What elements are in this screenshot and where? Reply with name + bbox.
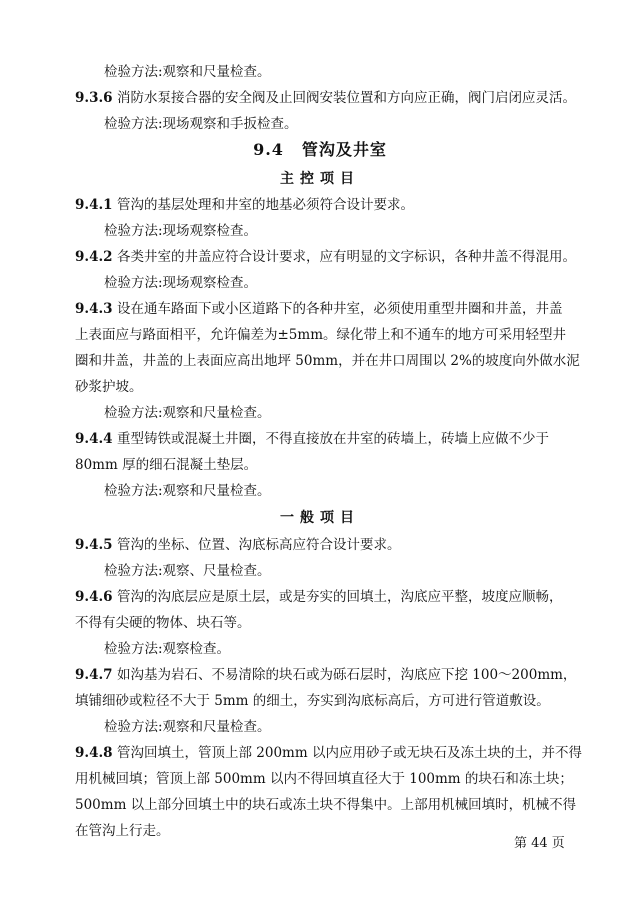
inspection-method-line <box>0 717 640 737</box>
clause-number: 9.4.2 <box>75 249 113 265</box>
clause-continuation-text: 80mm 厚的细石混凝土垫层。 <box>75 457 258 473</box>
clause-number: 9.4.6 <box>75 589 113 605</box>
clause-continuation-line <box>0 325 640 345</box>
clause-text: 如沟基为岩石、不易清除的块石或为砾石层时，沟底应下挖 100～200mm， <box>117 667 577 683</box>
page-number: 第 44 页 <box>514 836 565 851</box>
clause-continuation-line <box>0 377 640 397</box>
clause-continuation-text: 圈和井盖，井盖的上表面应高出地坪 50mm，并在井口周围以 2%的坡度向外做水泥 <box>75 353 580 369</box>
clause-number: 9.4.5 <box>75 537 113 553</box>
clause-line <box>0 88 640 108</box>
clause-number: 9.4.7 <box>75 667 113 683</box>
inspection-method-line <box>0 221 640 241</box>
inspection-method-line <box>0 639 640 659</box>
inspection-method-text: 检验方法:现场观察和手扳检查。 <box>104 116 298 132</box>
clause-continuation-text: 用机械回填；管顶上部 500mm 以内不得回填直径大于 100mm 的块石和冻土块； <box>75 771 573 787</box>
clause-number: 9.3.6 <box>75 90 113 106</box>
clause-text: 消防水泵接合器的安全阀及止回阀安装位置和方向应正确，阀门启闭应灵活。 <box>117 90 576 106</box>
clause-number: 9.4.8 <box>75 745 113 761</box>
section-number: 9.4 <box>253 140 284 159</box>
clause-continuation-text: 填铺细砂或粒径不大于 5mm 的细土，夯实到沟底标高后，方可进行管道敷设。 <box>75 693 550 709</box>
clause-text: 各类井室的井盖应符合设计要求，应有明显的文字标识，各种井盖不得混用。 <box>117 249 576 265</box>
clause-text: 重型铸铁或混凝土井圈，不得直接放在井室的砖墙上，砖墙上应做不少于 <box>117 431 549 447</box>
clause-number: 9.4.3 <box>75 301 113 317</box>
section-title: 管沟及井室 <box>301 140 387 159</box>
clause-line <box>0 535 640 555</box>
inspection-method-text: 检验方法:现场观察检查。 <box>104 275 258 291</box>
inspection-method-text: 检验方法:观察和尺量检查。 <box>104 64 271 80</box>
inspection-method-line <box>0 62 640 82</box>
inspection-method-line <box>0 561 640 581</box>
clause-continuation-line <box>0 769 640 789</box>
clause-line <box>0 665 640 685</box>
clause-continuation-line <box>0 613 640 633</box>
inspection-method-line <box>0 481 640 501</box>
clause-line <box>0 247 640 267</box>
clause-continuation-line <box>0 351 640 371</box>
inspection-method-text: 检验方法:观察、尺量检查。 <box>104 563 271 579</box>
clause-continuation-text: 上表面应与路面相平，允许偏差为±5mm。绿化带上和不通车的地方可采用轻型井 <box>75 327 567 343</box>
clause-continuation-line <box>0 455 640 475</box>
clause-number: 9.4.1 <box>75 197 113 213</box>
clause-text: 设在通车路面下或小区道路下的各种井室，必须使用重型井圈和井盖，井盖 <box>117 301 563 317</box>
inspection-method-text: 检验方法:观察和尺量检查。 <box>104 483 271 499</box>
section-heading <box>0 140 640 160</box>
clause-text: 管沟的基层处理和井室的地基必须符合设计要求。 <box>117 197 414 213</box>
clause-line <box>0 429 640 449</box>
clause-text: 管沟回填土，管顶上部 200mm 以内应用砂子或无块石及冻土块的土，并不得 <box>117 745 582 761</box>
clause-continuation-text: 不得有尖硬的物体、块石等。 <box>75 615 251 631</box>
inspection-method-line <box>0 403 640 423</box>
clause-text: 管沟的坐标、位置、沟底标高应符合设计要求。 <box>117 537 401 553</box>
inspection-method-line <box>0 114 640 134</box>
clause-continuation-line <box>0 795 640 815</box>
inspection-method-text: 检验方法:观察和尺量检查。 <box>104 719 271 735</box>
clause-text: 管沟的沟底层应是原土层，或是夯实的回填土，沟底应平整，坡度应顺畅， <box>117 589 563 605</box>
clause-continuation-text: 500mm 以上部分回填土中的块石或冻土块不得集中。上部用机械回填时，机械不得 <box>75 797 577 813</box>
subsection-title: 主控项目 <box>280 171 360 187</box>
subsection-heading <box>0 508 640 528</box>
clause-line <box>0 743 640 763</box>
clause-continuation-text: 在管沟上行走。 <box>75 823 170 839</box>
subsection-heading <box>0 169 640 189</box>
clause-line <box>0 299 640 319</box>
clause-continuation-text: 砂浆护坡。 <box>75 379 143 395</box>
inspection-method-text: 检验方法:现场观察检查。 <box>104 223 258 239</box>
subsection-title: 一般项目 <box>280 510 360 526</box>
clause-line <box>0 587 640 607</box>
clause-continuation-line <box>0 691 640 711</box>
clause-line <box>0 195 640 215</box>
clause-number: 9.4.4 <box>75 431 113 447</box>
inspection-method-text: 检验方法:观察和尺量检查。 <box>104 405 271 421</box>
inspection-method-line <box>0 273 640 293</box>
inspection-method-text: 检验方法:观察检查。 <box>104 641 231 657</box>
